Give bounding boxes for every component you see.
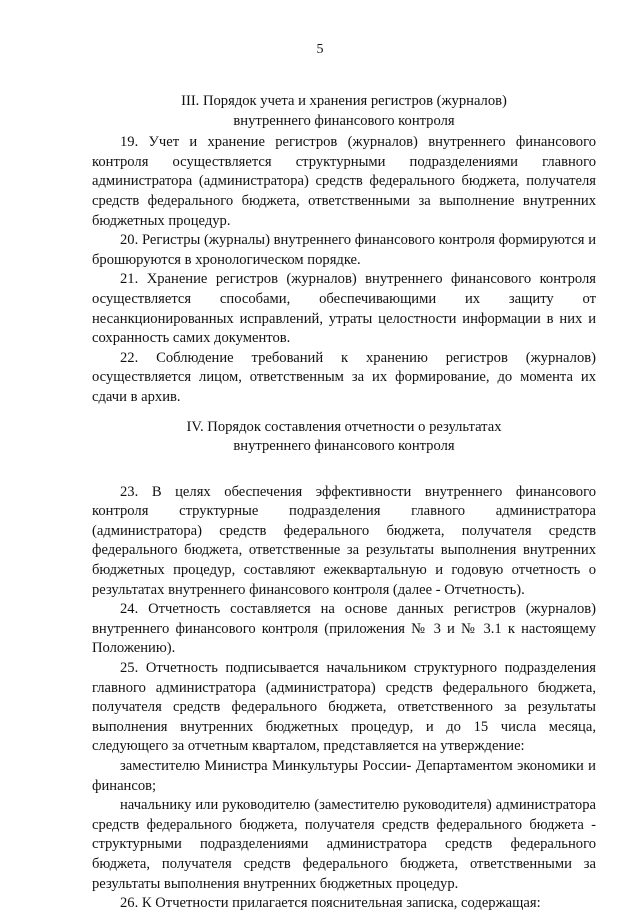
section4-heading-line1: IV. Порядок составления отчетности о результатах <box>186 418 502 435</box>
paragraph-25-recipient-1: заместителю Министра Минкультуры России- Департаментом экономики и финансов; <box>92 758 596 794</box>
paragraph-25-recipient-2: начальнику или руководителю (заместителю руководителя) администратора средств федерального бюджета, получателя средств федерального бюджета - структурными подразделениями администратора средств федерального бюджета, получателя средств федерального бюджета, ответственными за результаты выполнения внутренних бюджетных процедур. <box>92 797 596 892</box>
paragraph-25: 25. Отчетность подписывается начальником структурного подразделения главного администратора (администратора) средств федерального бюджета, получателя средств федерального бюджета, ответственного за результаты выполнения внутренних бюджетных процедур, и до 15 числа месяца, следующего за отчетным кварталом, представляется на утверждение: <box>92 660 596 755</box>
paragraph-21: 21. Хранение регистров (журналов) внутреннего финансового контроля осуществляется способами, обеспечивающими их защиту от несанкционированных исправлений, утраты целостности информации в них и сохранность самих документов. <box>92 271 596 347</box>
page-number: 5 <box>316 42 324 57</box>
section3-heading-line1: III. Порядок учета и хранения регистров (журналов) <box>181 93 507 109</box>
paragraph-26: 26. К Отчетности прилагается пояснительная записка, содержащая: <box>120 895 541 912</box>
paragraph-22: 22. Соблюдение требований к хранению регистров (журналов) осуществляется лицом, ответственным за их формирование, до момента их сдачи в архив. <box>92 349 596 405</box>
section4-heading-line2: внутреннего финансового контроля <box>233 438 455 455</box>
paragraph-19: 19. Учет и хранение регистров (журналов) внутреннего финансового контроля осуществляется структурными подразделениями главного администратора (администратора) средств федерального бюджета, получателя средств федерального бюджета, ответственными за выполнение внутренних бюджетных процедур. <box>92 134 596 229</box>
paragraph-23: 23. В целях обеспечения эффективности внутреннего финансового контроля структурные подразделения главного администратора (администратора) средств федерального бюджета, получателя средств федерального бюджета, ответственные за результаты выполнения внутренних бюджетных процедур, составляют ежеквартальную и годовую отчетность о результатах внутреннего финансового контроля (далее - Отчетность). <box>92 483 596 598</box>
document-body <box>92 92 596 914</box>
section3-heading-line2: внутреннего финансового контроля <box>233 112 455 129</box>
paragraph-20: 20. Регистры (журналы) внутреннего финансового контроля формируются и брошюруются в хронологическом порядке. <box>92 232 596 268</box>
paragraph-24: 24. Отчетность составляется на основе данных регистров (журналов) внутреннего финансового контроля (приложения № 3 и № 3.1 к настоящему Положению). <box>92 601 596 657</box>
